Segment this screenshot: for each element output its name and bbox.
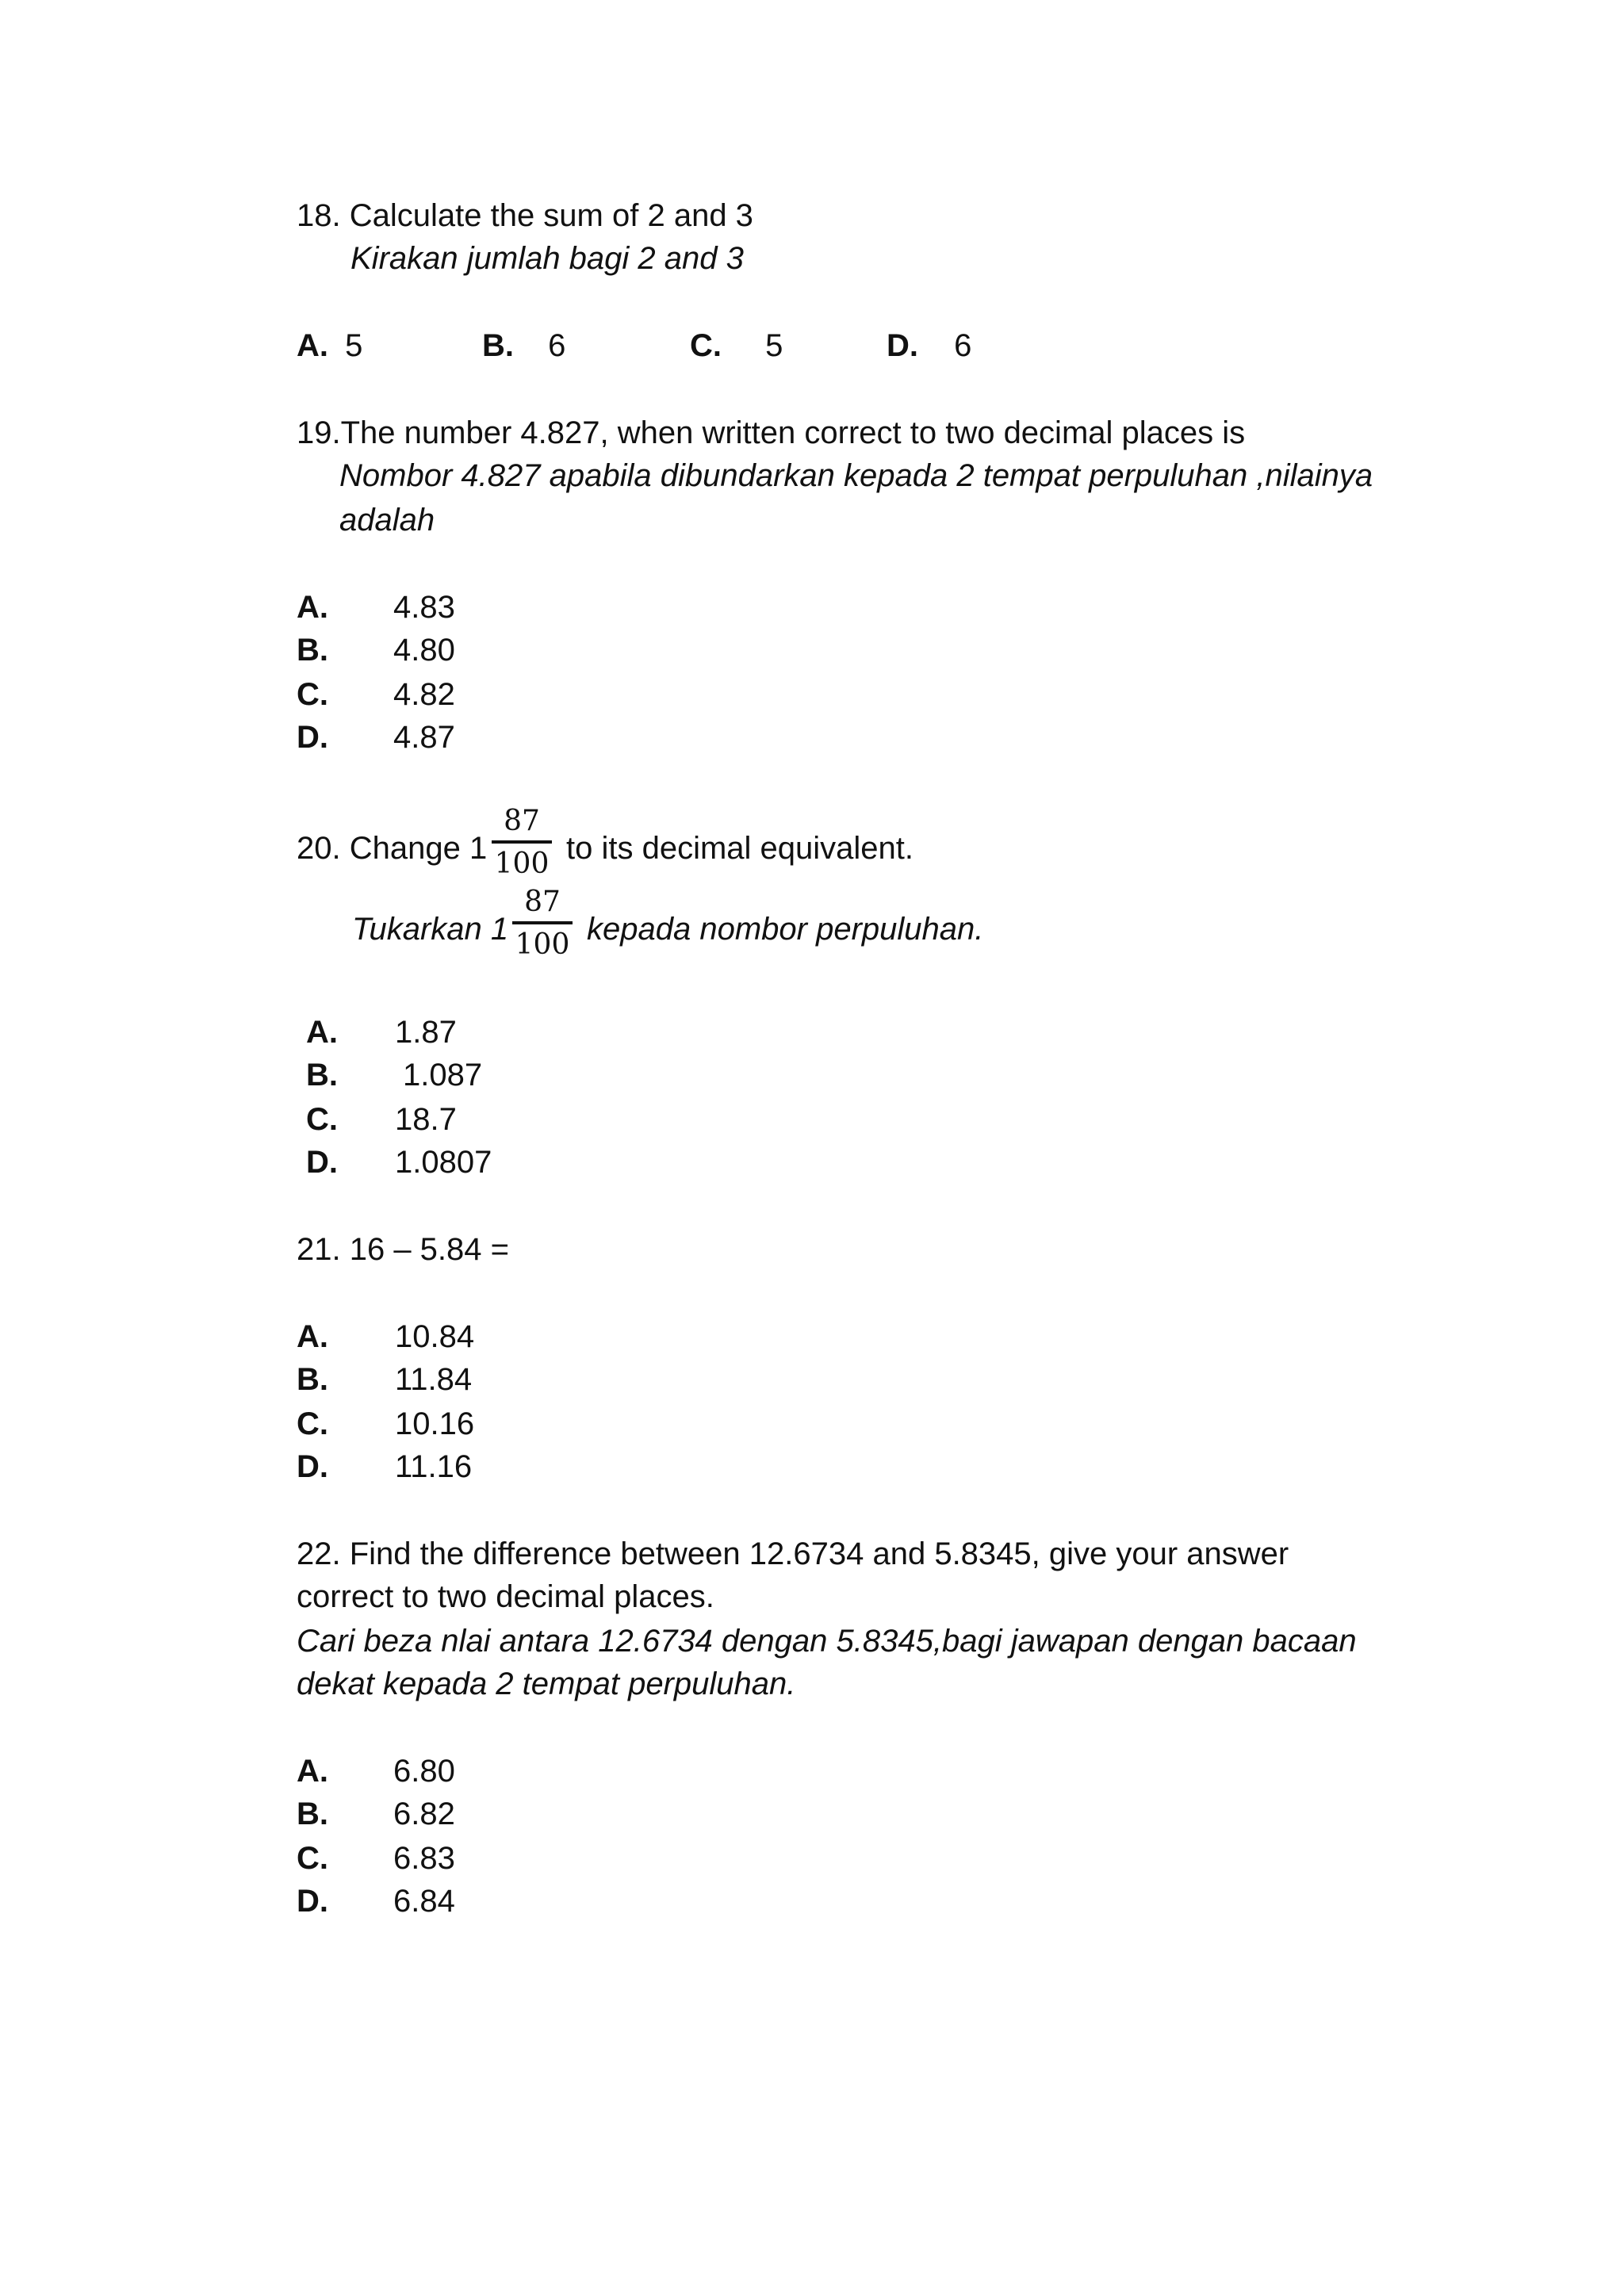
option-value: 10.84	[395, 1319, 475, 1354]
option-label: B.	[297, 1797, 328, 1831]
question-18-translation: Kirakan jumlah bagi 2 and 3	[350, 241, 744, 276]
option-label: A.	[297, 1319, 328, 1354]
option-label: C.	[297, 1406, 328, 1441]
option-value: 4.82	[393, 677, 455, 712]
option-label: A.	[306, 1015, 338, 1050]
option-value: 4.87	[393, 720, 455, 755]
option-label: B.	[297, 1362, 328, 1397]
option-label: A.	[297, 1754, 328, 1789]
option-value: 1.87	[395, 1015, 457, 1050]
question-22-translation-line2: dekat kepada 2 tempat perpuluhan.	[297, 1667, 796, 1701]
question-18-option-c	[690, 330, 783, 362]
question-18-option-b	[482, 330, 565, 362]
option-value: 6	[548, 328, 566, 363]
option-value: 10.16	[395, 1406, 475, 1441]
option-value: 4.83	[393, 590, 455, 625]
option-label: A.	[297, 328, 328, 363]
option-label: B.	[297, 633, 328, 668]
fraction-bar	[492, 840, 552, 844]
option-value: 18.7	[395, 1102, 457, 1137]
option-label: D.	[297, 720, 328, 755]
fraction-numerator: 87	[504, 805, 540, 837]
option-label: A.	[297, 590, 328, 625]
option-value: 6.84	[393, 1884, 455, 1919]
option-value: 11.84	[395, 1362, 473, 1397]
question-18-option-d	[887, 330, 971, 362]
option-label: B.	[482, 328, 514, 363]
option-value: 5	[765, 328, 783, 363]
option-label: C.	[297, 677, 328, 712]
option-label: D.	[306, 1145, 338, 1180]
option-value: 1.0807	[395, 1145, 492, 1180]
question-21-text: 21. 16 – 5.84 =	[297, 1232, 510, 1267]
option-label: C.	[690, 328, 722, 363]
question-19-text: 19.The number 4.827, when written correct to two decimal places is	[297, 415, 1246, 450]
option-label: D.	[887, 328, 918, 363]
question-18-text: 18. Calculate the sum of 2 and 3	[297, 198, 753, 233]
question-22-text-line1: 22. Find the difference between 12.6734 and 5.8345, give your answer	[297, 1536, 1289, 1571]
fraction-denominator: 100	[494, 848, 550, 880]
option-value: 6.83	[393, 1841, 455, 1876]
option-label: D.	[297, 1449, 328, 1484]
option-label: C.	[297, 1841, 328, 1876]
option-value: 6.80	[393, 1754, 455, 1789]
question-22-translation-line1: Cari beza nlai antara 12.6734 dengan 5.8345,bagi jawapan dengan bacaan	[297, 1624, 1357, 1659]
question-19-translation-line1: Nombor 4.827 apabila dibundarkan kepada 2 tempat perpuluhan ,nilainya	[339, 458, 1373, 493]
question-22-text-line2: correct to two decimal places.	[297, 1579, 714, 1614]
question-20-text-suffix: to its decimal equivalent.	[566, 831, 914, 866]
fraction-bar	[512, 921, 573, 924]
question-20-fraction	[492, 807, 552, 878]
question-19-translation-line2: adalah	[339, 503, 435, 538]
option-value: 1.087	[403, 1058, 483, 1093]
option-value: 6.82	[393, 1797, 455, 1831]
question-20-translation-fraction	[512, 888, 573, 959]
option-value: 5	[345, 328, 363, 363]
fraction-numerator: 87	[524, 886, 561, 918]
option-value: 6	[954, 328, 972, 363]
option-label: B.	[306, 1058, 338, 1093]
question-20-translation-suffix: kepada nombor perpuluhan.	[587, 912, 984, 947]
question-20-text-prefix: 20. Change 1	[297, 831, 488, 866]
option-label: D.	[297, 1884, 328, 1919]
question-20-translation-prefix: Tukarkan 1	[352, 912, 509, 947]
fraction-denominator: 100	[515, 928, 570, 961]
option-label: C.	[306, 1102, 338, 1137]
question-18-option-a	[297, 330, 362, 362]
option-value: 4.80	[393, 633, 455, 668]
option-value: 11.16	[395, 1449, 473, 1484]
